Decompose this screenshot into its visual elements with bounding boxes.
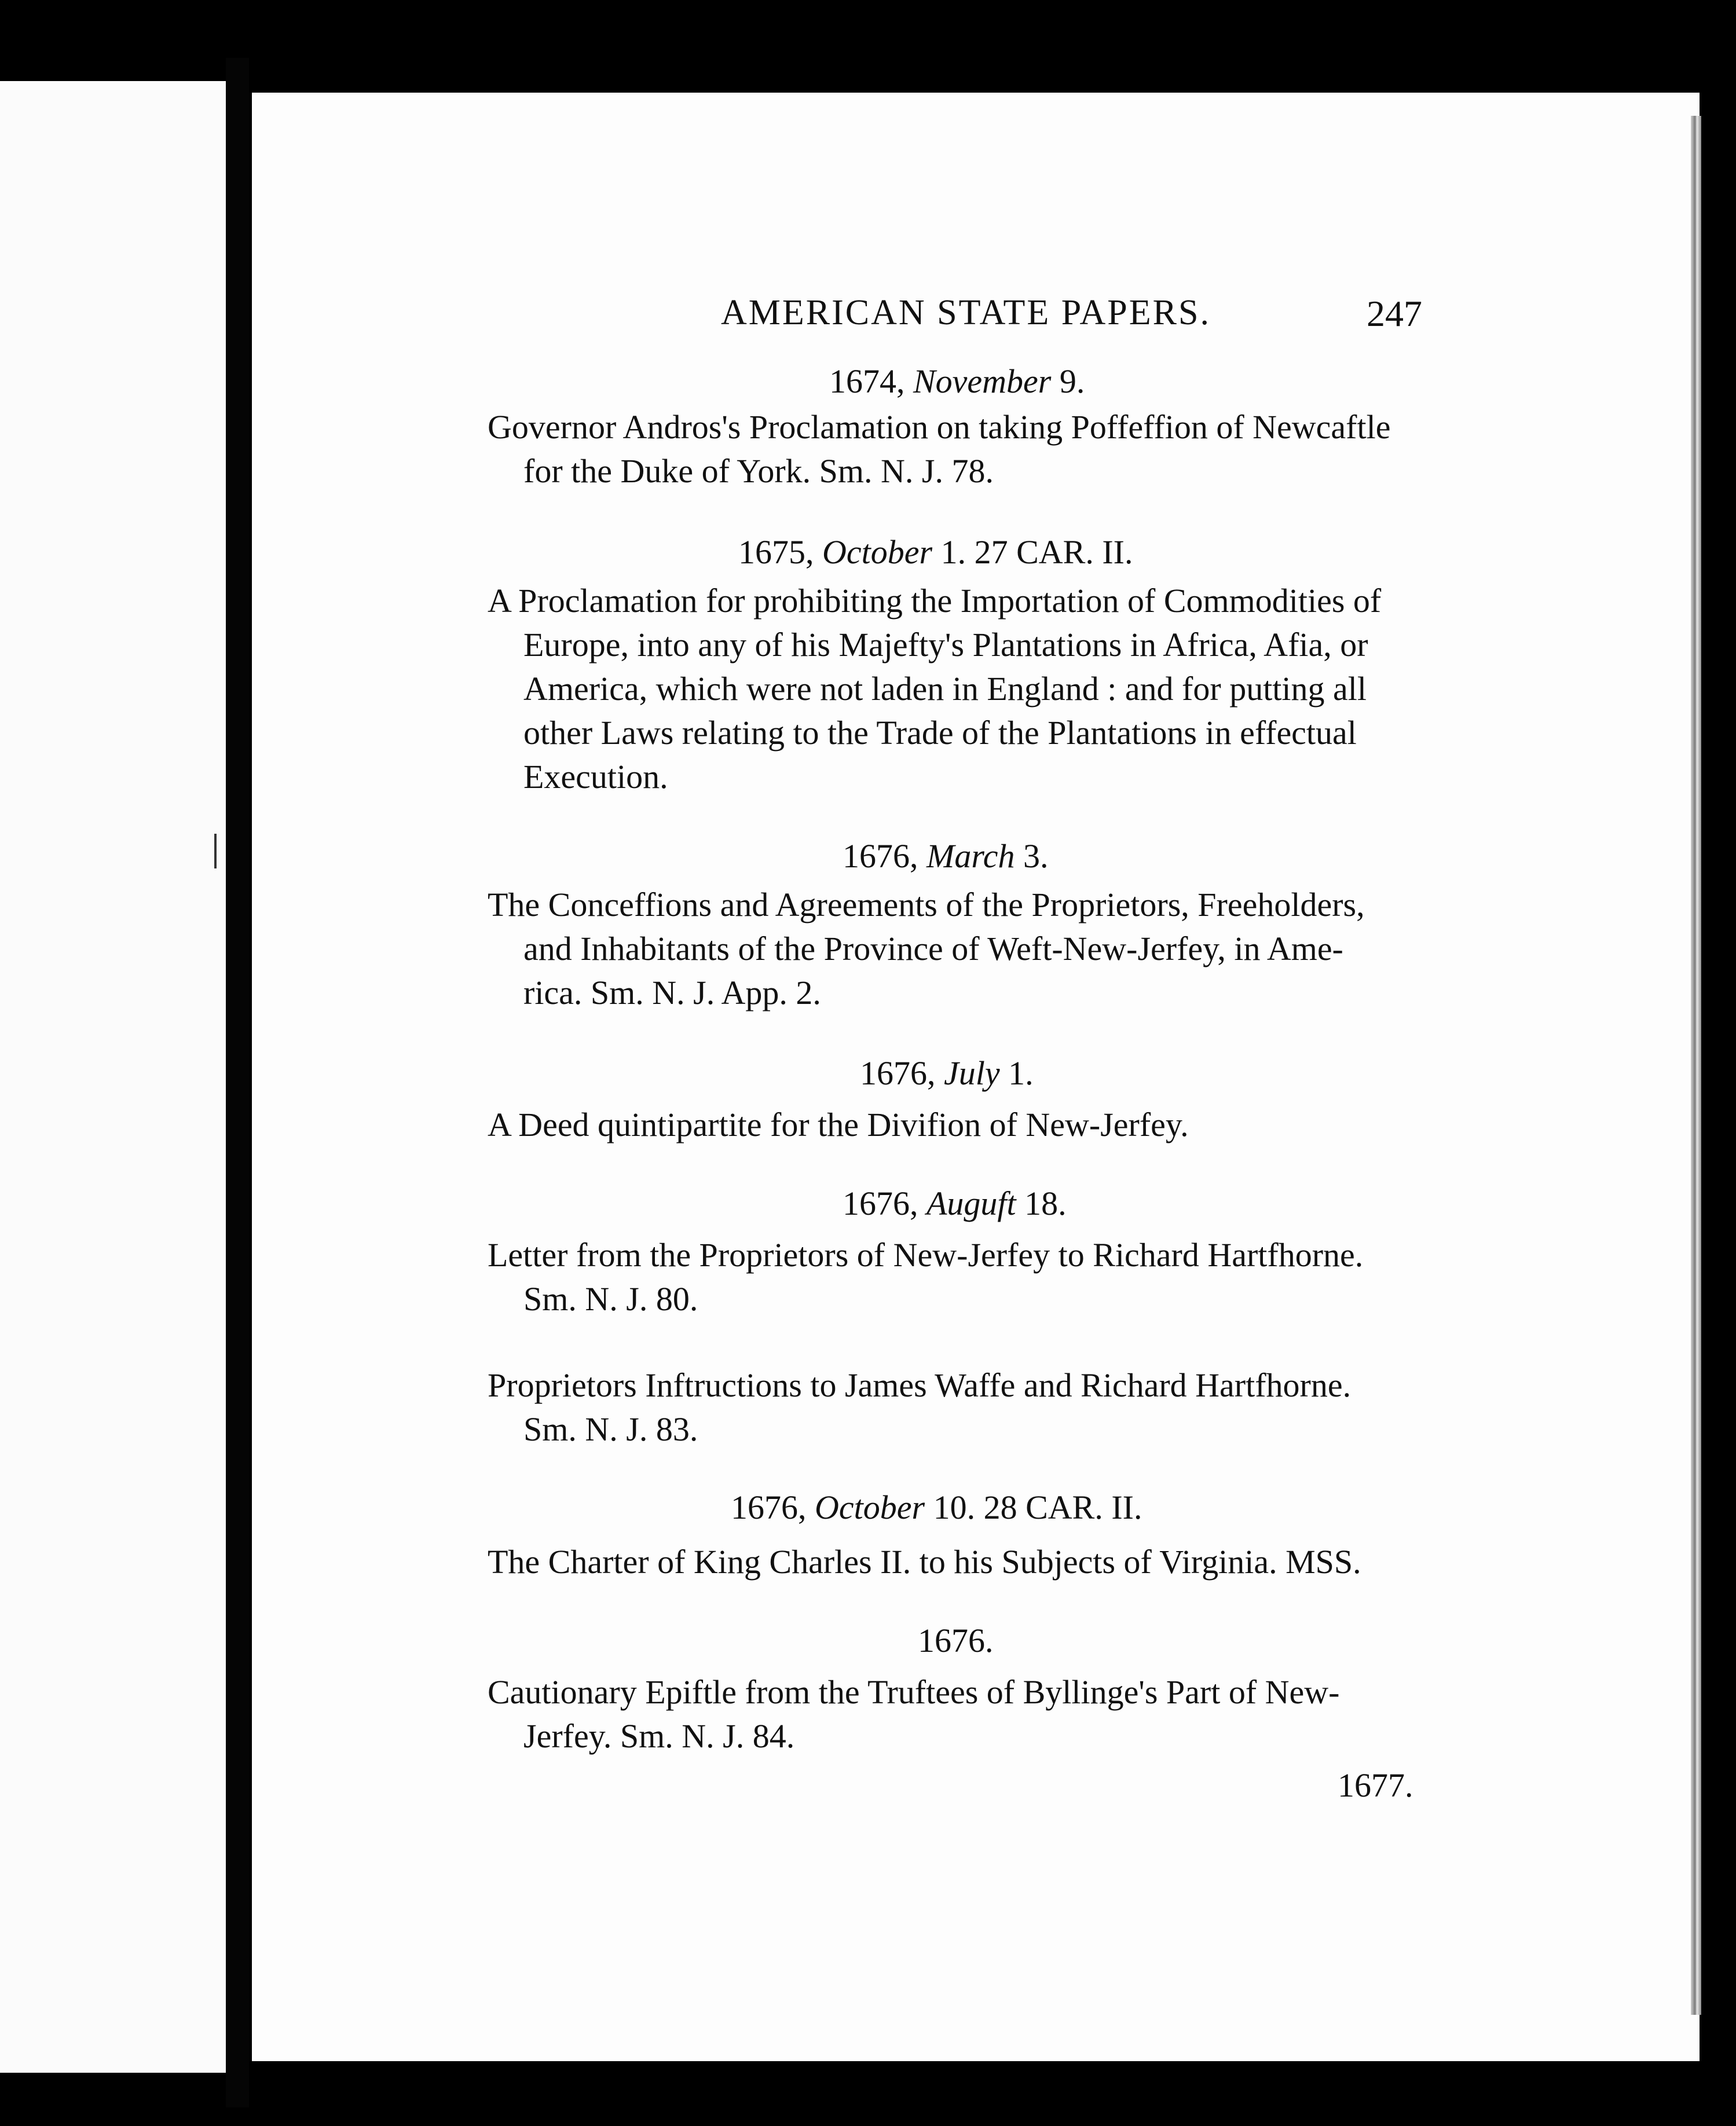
entry-text [488,1363,1426,1451]
date-month: Auguft [926,1185,1016,1222]
entry-line: and Inhabitants of the Province of Weft-New-Jerfey, in Ame- [523,930,1343,967]
entry-line: A Proclamation for prohibiting the Importation of Commodities of [488,582,1382,620]
entry-line: Jerfey. Sm. N. J. 84. [523,1717,795,1755]
date-year: 1676, [843,837,918,875]
entry-text [488,883,1426,1015]
date-day: 10. 28 CAR. II. [933,1489,1142,1526]
entry-text [488,1103,1426,1147]
date-month: October [822,533,933,571]
date-year: 1676, [860,1054,936,1092]
entry-text [488,1233,1426,1321]
entry-date [918,1621,994,1660]
entry-line: A Deed quintipartite for the Divifion of New-Jerfey. [488,1106,1189,1143]
entry-date [731,1488,1142,1527]
entry-line: Governor Andros's Proclamation on taking Poffeffion of Newcaftle [488,408,1391,446]
entry-text [488,1540,1426,1584]
entry-line: The Charter of King Charles II. to his Subjects of Virginia. MSS. [488,1543,1361,1581]
entry-line: Proprietors Inftructions to James Waffe and Richard Hartfhorne. [488,1366,1352,1404]
entry-line: The Conceffions and Agreements of the Proprietors, Freeholders, [488,886,1365,923]
page-number: 247 [1367,293,1422,334]
date-day: 1. [1008,1054,1034,1092]
entry-date [860,1054,1034,1093]
date-day: 9. [1059,362,1085,400]
entry-date [829,362,1085,401]
entry-line: Execution. [523,758,668,796]
entry-date [738,533,1133,571]
entry-line: Letter from the Proprietors of New-Jerfey to Richard Hartfhorne. [488,1236,1364,1274]
entry-text [488,1670,1426,1758]
running-head: AMERICAN STATE PAPERS. [721,293,1211,332]
entry-date [843,1184,1067,1223]
date-year: 1675, [738,533,814,571]
date-month: November [913,362,1052,400]
date-year: 1676, [731,1489,807,1526]
entry-line: Europe, into any of his Majefty's Plantations in Africa, Afia, or [523,626,1368,664]
entry-line: other Laws relating to the Trade of the Plantations in effectual [523,714,1357,752]
entry-line: rica. Sm. N. J. App. 2. [523,974,821,1011]
date-day: 1. 27 CAR. II. [940,533,1133,571]
entry-line: Sm. N. J. 83. [523,1410,698,1448]
date-month: March [926,837,1015,875]
entry-date [843,837,1048,875]
entry-text [488,405,1426,493]
date-year: 1676, [843,1185,918,1222]
date-year: 1676. [918,1622,994,1659]
date-day: 18. [1024,1185,1067,1222]
entry-text [488,579,1426,799]
date-year: 1674, [829,362,905,400]
date-month: July [944,1054,1000,1092]
entry-line: Sm. N. J. 80. [523,1280,698,1318]
entry-line: Cautionary Epiftle from the Truftees of Byllinge's Part of New- [488,1673,1340,1711]
entry-line: America, which were not laden in England : and for putting all [523,670,1367,708]
date-month: October [815,1489,925,1526]
date-day: 3. [1023,837,1049,875]
catchword: 1677. [1338,1766,1413,1804]
entry-line: for the Duke of York. Sm. N. J. 78. [523,452,994,490]
